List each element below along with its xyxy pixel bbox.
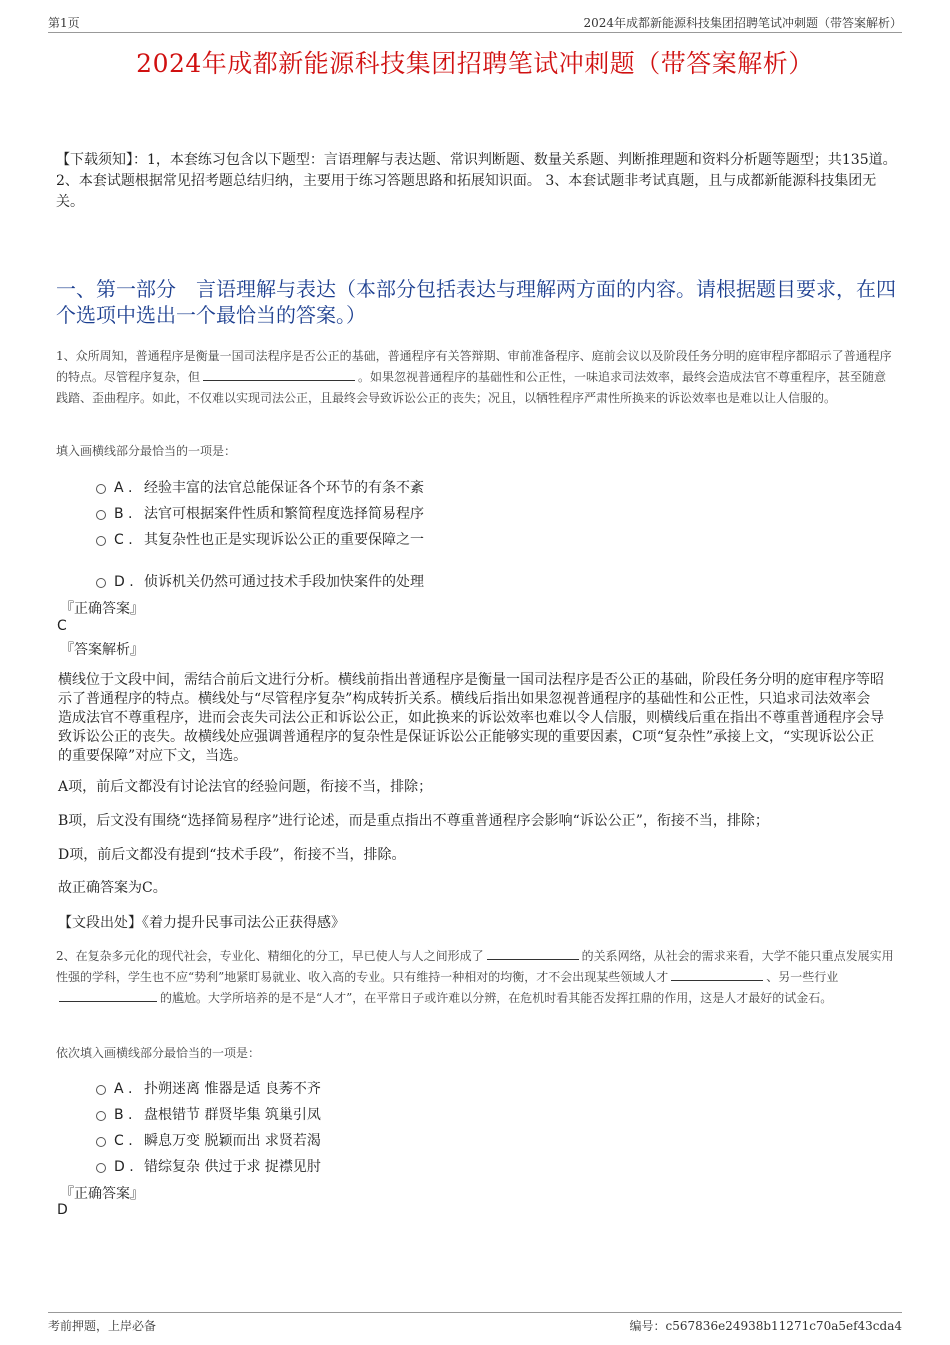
page-title: 2024年成都新能源科技集团招聘笔试冲刺题（带答案解析） (136, 49, 814, 78)
question-2-option-b[interactable]: B . 盘根错节 群贤毕集 筑巢引凤 (96, 1104, 321, 1124)
question-1-text-part-b: 。如果忽视普通程序的基础性和公正性，一味追求司法效率，最终会造成法官不尊重程序，甚至随意践踏、歪曲程序。如此，不仅难以实现司法公正，且最终会导致诉讼公正的丧失；况且，以牺牲程序严肃性所换来的诉讼效率也是难以让人信服的。 (56, 370, 887, 405)
page-header (48, 12, 902, 33)
header-doc-title: 2024年成都新能源科技集团招聘笔试冲刺题（带答案解析） (583, 16, 902, 30)
question-1-option-a[interactable]: A . 经验丰富的法官总能保证各个环节的有条不紊 (96, 477, 424, 497)
question-1-text (56, 346, 894, 409)
question-2-text (56, 946, 894, 1009)
question-2-answer: D (57, 1202, 68, 1218)
answer-blank (487, 947, 579, 960)
question-2-option-c[interactable]: C . 瞬息万变 脱颖而出 求贤若渴 (96, 1130, 321, 1150)
question-1-conclusion: 故正确答案为C。 (58, 880, 167, 896)
question-1-text-part-a: 1、众所周知，普通程序是衡量一国司法程序是否公正的基础，普通程序有关答辩期、审前准备程序、庭前会议以及阶段任务分明的庭审程序都昭示了普通程序的特点。尽管程序复杂，但 (56, 349, 892, 384)
question-1-analysis-label: 『答案解析』 (60, 642, 144, 658)
radio-icon[interactable] (96, 1111, 106, 1121)
question-1-option-d-analysis: D项，前后文都没有提到“技术手段”，衔接不当，排除。 (58, 847, 406, 863)
radio-icon[interactable] (96, 536, 106, 546)
question-1-option-d[interactable]: D . 侦诉机关仍然可通过技术手段加快案件的处理 (96, 571, 424, 591)
question-1-option-c[interactable]: C . 其复杂性也正是实现诉讼公正的重要保障之一 (96, 529, 424, 549)
radio-icon[interactable] (96, 1085, 106, 1095)
question-1-option-b[interactable]: B . 法官可根据案件性质和繁简程度选择简易程序 (96, 503, 424, 523)
footer-slogan: 考前押题，上岸必备 (48, 1319, 157, 1333)
answer-blank (59, 989, 157, 1002)
footer-serial: 编号：c567836e24938b11271c70a5ef43cda4 (629, 1319, 902, 1333)
question-1-answer: C (57, 618, 67, 634)
question-2-text-part-b: 的关系网络，从社会的需求来看，大学不能只重点发展实用性强的学科，学生也不应“势利”地紧盯易就业、收入高的专业。只有维持一种相对的均衡，才不会出现某些领域人才 (56, 949, 894, 984)
question-1-analysis: 横线位于文段中间，需结合前后文进行分析。横线前指出普通程序是衡量一国司法程序是否公正的基础，阶段任务分明的庭审程序等昭示了普通程序的特点。横线处与“尽管程序复杂”构成转折关系。横线后指出如果忽视普通程序的基础性和公正性，只追求司法效率会造成法官不尊重程序，进而会丧失司法公正和诉讼公正，如此换来的诉讼效率也难以令人信服，则横线后重在指出不尊重普通程序会导致诉讼公正的丧失。故横线处应强调普通程序的复杂性是保证诉讼公正能够实现的重要因素，C项“复杂性”承接上文，“实现诉讼公正的重要保障”对应下文，当选。 (58, 672, 884, 764)
question-2-option-d[interactable]: D . 错综复杂 供过于求 捉襟见肘 (96, 1156, 321, 1176)
question-2-answer-label: 『正确答案』 (60, 1186, 144, 1202)
page-number: 第1页 (48, 16, 80, 30)
question-2-option-a[interactable]: A . 扑朔迷离 惟器是适 良莠不齐 (96, 1078, 321, 1098)
question-1-answer-label: 『正确答案』 (60, 601, 144, 617)
radio-icon[interactable] (96, 510, 106, 520)
question-2-text-part-c: 、另一些行业 (766, 970, 839, 984)
question-1-source: 【文段出处】《着力提升民事司法公正获得感》 (58, 915, 345, 931)
page-footer (48, 1312, 902, 1335)
radio-icon[interactable] (96, 1163, 106, 1173)
radio-icon[interactable] (96, 1137, 106, 1147)
question-2-text-part-a: 2、在复杂多元化的现代社会，专业化、精细化的分工，早已使人与人之间形成了 (56, 949, 484, 963)
answer-blank (203, 368, 355, 381)
question-1-option-b-analysis: B项，后文没有围绕“选择简易程序”进行论述，而是重点指出不尊重普通程序会影响“诉讼公正”，衔接不当，排除； (58, 813, 769, 829)
question-2-prompt: 依次填入画横线部分最恰当的一项是： (56, 1046, 261, 1060)
answer-blank (671, 968, 763, 981)
radio-icon[interactable] (96, 484, 106, 494)
question-1-option-a-analysis: A项，前后文都没有讨论法官的经验问题，衔接不当，排除； (58, 779, 433, 795)
section-title: 一、第一部分 言语理解与表达（本部分包括表达与理解两方面的内容。请根据题目要求，在四个选项中选出一个最恰当的答案。） (56, 277, 896, 327)
question-1-prompt: 填入画横线部分最恰当的一项是： (56, 444, 237, 458)
question-2-text-part-d: 的尴尬。大学所培养的是不是“人才”，在平常日子或许难以分辨，在危机时看其能否发挥扛鼎的作用，这是人才最好的试金石。 (160, 991, 833, 1005)
download-notice: 【下载须知】：1，本套练习包含以下题型：言语理解与表达题、常识判断题、数量关系题、判断推理题和资料分析题等题型；共135道。 2、本套试题根据常见招考题总结归纳，主要用于练习答题思路和拓展知识面。 3、本套试题非考试真题，且与成都新能源科技集团无关。 (56, 152, 897, 210)
radio-icon[interactable] (96, 578, 106, 588)
